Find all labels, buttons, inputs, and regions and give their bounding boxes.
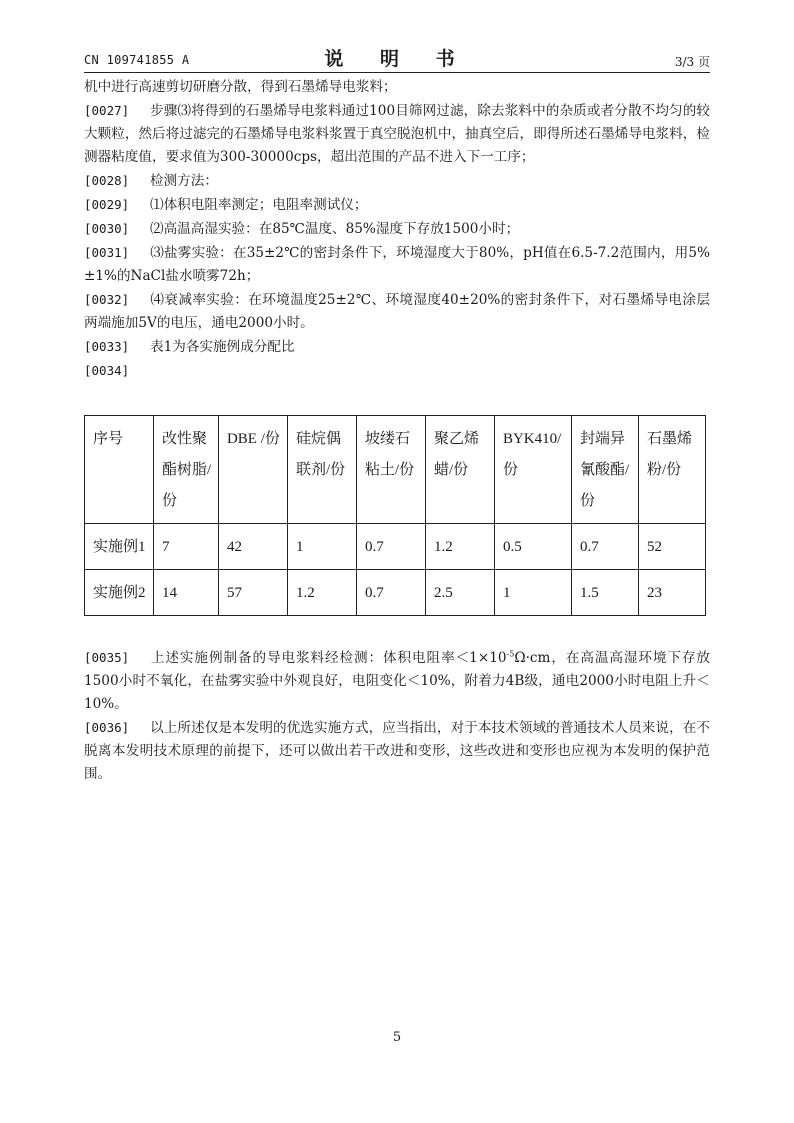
page-number: 5: [392, 1030, 402, 1045]
table-header-cell: 改性聚酯树脂/份: [154, 416, 219, 524]
paragraph-text: 步骤⑶将得到的石墨烯导电浆料通过100目筛网过滤，除去浆料中的杂质或者分散不均匀的较大颗粒，然后将过滤完的石墨烯导电浆料浆置于真空脱泡机中，抽真空后，即得所述石墨烯导电浆料，检测器粘度值，要求值为300-30000cps，超出范围的产品不进入下一工序；: [84, 103, 710, 165]
table-header-row: [85, 416, 706, 524]
document-body-continued: [84, 646, 710, 786]
paragraph-tag: [0028]: [84, 173, 130, 188]
paragraph-0028: [84, 169, 710, 193]
paragraph-tag: [0030]: [84, 221, 130, 236]
document-body: [84, 76, 710, 383]
paragraph-text: 表1为各实施例成分配比: [150, 339, 295, 355]
table-cell: 1.2: [425, 524, 494, 570]
table-cell: 7: [154, 524, 219, 570]
table-cell: 14: [154, 570, 219, 616]
paragraph-0027: [84, 99, 710, 169]
paragraph-tag: [0031]: [84, 245, 130, 260]
paragraph-text: 上述实施例制备的导电浆料经检测：体积电阻率＜1×10: [150, 650, 507, 666]
table-header-cell: 硅烷偶联剂/份: [287, 416, 356, 524]
paragraph-0036: [84, 716, 710, 786]
paragraph-0031: [84, 241, 710, 288]
header-divider: [84, 72, 710, 73]
table-header-cell: 序号: [85, 416, 154, 524]
composition-table: [84, 415, 706, 616]
table-cell: 57: [218, 570, 287, 616]
table-cell: 1.5: [572, 570, 639, 616]
table-header-cell: 石墨烯粉/份: [639, 416, 706, 524]
page-indicator: 3/3 页: [674, 55, 710, 69]
paragraph-text: ⑶盐雾实验：在35±2℃的密封条件下，环境湿度大于80%，pH值在6.5-7.2范围内，用5%±1%的NaCl盐水喷雾72h；: [84, 245, 710, 284]
table-cell: 0.7: [356, 570, 425, 616]
paragraph-tag: [0027]: [84, 103, 130, 118]
paragraph-0033: [84, 335, 710, 359]
paragraph-0034: [84, 359, 710, 383]
table-cell: 0.7: [356, 524, 425, 570]
paragraph-text: Ω·cm，在高温高湿环境下存放1500小时不氧化，在盐雾实验中外观良好，电阻变化＜10%，附着力4B级，通电2000小时电阻上升＜10%。: [84, 650, 710, 712]
table-cell: 实施例1: [85, 524, 154, 570]
table-header-cell: 聚乙烯蜡/份: [425, 416, 494, 524]
paragraph-tag: [0036]: [84, 720, 130, 735]
table-cell: 1.2: [287, 570, 356, 616]
paragraph-tag: [0035]: [84, 650, 130, 665]
document-number: CN 109741855 A: [84, 53, 190, 67]
paragraph-tag: [0032]: [84, 292, 130, 307]
paragraph-text: ⑵高温高湿实验：在85℃温度、85%湿度下存放1500小时；: [150, 221, 520, 237]
paragraph-0030: [84, 217, 710, 241]
table-cell: 1: [494, 570, 571, 616]
paragraph-continuation: 机中进行高速剪切研磨分散，得到石墨烯导电浆料；: [84, 79, 397, 95]
paragraph-tag: [0029]: [84, 197, 130, 212]
table-header-cell: 封端异氰酸酯/份: [572, 416, 639, 524]
table-cell: 52: [639, 524, 706, 570]
table-cell: 42: [218, 524, 287, 570]
table-cell: 23: [639, 570, 706, 616]
table-cell: 0.7: [572, 524, 639, 570]
paragraph-text: 检测方法：: [150, 173, 218, 189]
paragraph-text: ⑷衰减率实验：在环境温度25±2℃、环境湿度40±20%的密封条件下，对石墨烯导电涂层两端施加5V的电压，通电2000小时。: [84, 292, 710, 331]
paragraph-text: ⑴体积电阻率测定；电阻率测试仪；: [150, 197, 368, 213]
table-row: [85, 524, 706, 570]
table-header-cell: DBE /份: [218, 416, 287, 524]
paragraph-tag: [0033]: [84, 339, 130, 354]
table-cell: 实施例2: [85, 570, 154, 616]
paragraph-tag: [0034]: [84, 363, 130, 378]
table-header-cell: BYK410/份: [494, 416, 571, 524]
document-title: 说 明 书: [324, 48, 470, 70]
table-row: [85, 570, 706, 616]
exponent: -5: [506, 649, 515, 659]
table-cell: 2.5: [425, 570, 494, 616]
table-cell: 0.5: [494, 524, 571, 570]
paragraph-text: 以上所述仅是本发明的优选实施方式，应当指出，对于本技术领域的普通技术人员来说，在不脱离本发明技术原理的前提下，还可以做出若干改进和变形，这些改进和变形也应视为本发明的保护范围。: [84, 720, 710, 782]
page-header: [84, 44, 710, 70]
paragraph-0032: [84, 288, 710, 335]
table-header-cell: 坡缕石粘土/份: [356, 416, 425, 524]
paragraph-0029: [84, 193, 710, 217]
table-cell: 1: [287, 524, 356, 570]
paragraph-0035: [84, 646, 710, 716]
